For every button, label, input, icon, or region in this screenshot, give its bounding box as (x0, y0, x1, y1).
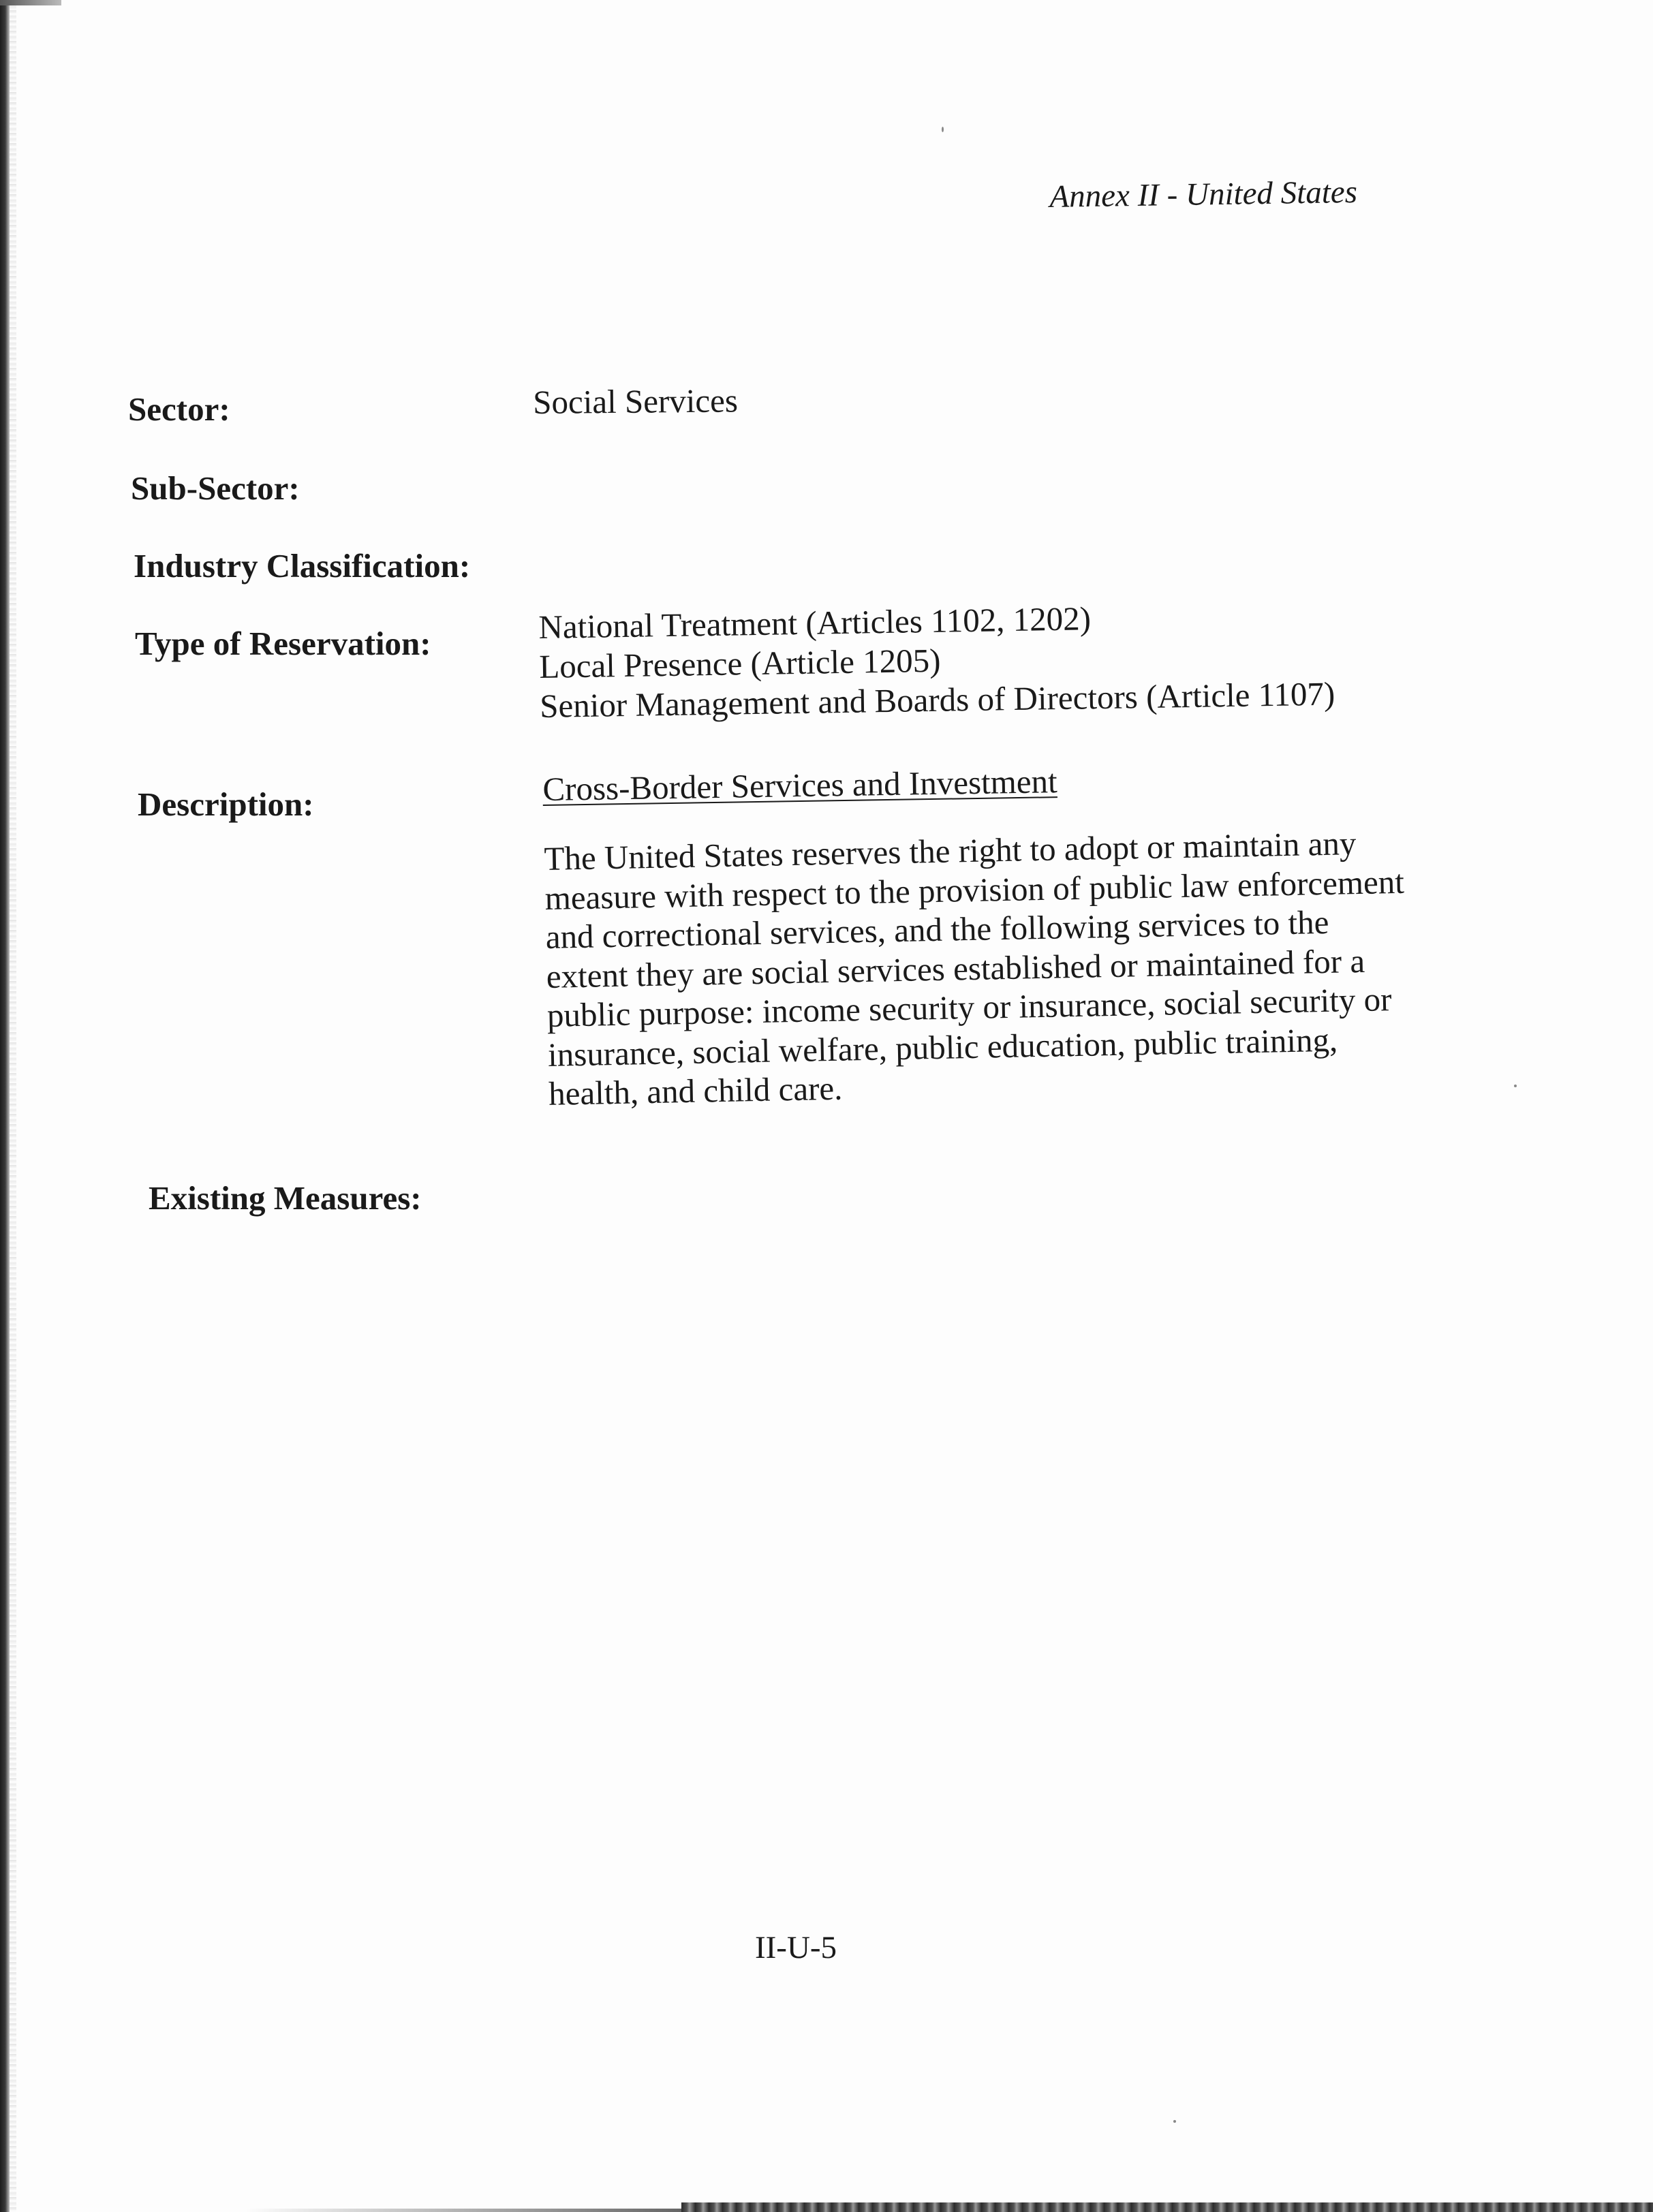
description-line: public purpose: income security or insurance, social security or (546, 980, 1392, 1034)
scan-speck (942, 127, 944, 132)
reservation-list (538, 595, 1335, 726)
description-line: health, and child care. (548, 1069, 843, 1112)
scan-edge-left-speckle (10, 0, 16, 2212)
description-line: The United States reserves the right to adopt or maintain any (544, 824, 1357, 877)
industry-classification-label: Industry Classification: (134, 547, 471, 585)
reservation-item: National Treatment (Articles 1102, 1202) (538, 599, 1092, 646)
description-heading: Cross-Border Services and Investment (542, 762, 1058, 808)
description-line: and correctional services, and the following services to the (545, 903, 1329, 956)
annex-header: Annex II - United States (1049, 174, 1358, 215)
reservation-item: Local Presence (Article 1205) (538, 641, 941, 685)
reservation-item: Senior Management and Boards of Directors (Article 1107) (539, 674, 1335, 725)
type-of-reservation-label: Type of Reservation: (135, 625, 431, 662)
sub-sector-label: Sub-Sector: (131, 469, 300, 507)
sector-label: Sector: (128, 390, 230, 428)
scan-speck (1173, 2120, 1176, 2123)
page-number: II-U-5 (755, 1930, 837, 1965)
scan-edge-top (0, 0, 61, 5)
scan-edge-bottom (681, 2202, 1653, 2212)
description-label: Description: (138, 785, 314, 823)
scan-speck (1514, 1085, 1517, 1087)
description-body (544, 822, 1462, 1113)
scan-edge-left (0, 0, 10, 2212)
description-line: insurance, social welfare, public education, public training, (547, 1021, 1338, 1074)
description-line: measure with respect to the provision of public law enforcement (544, 862, 1405, 917)
sector-value: Social Services (533, 381, 739, 421)
scan-edge-bottom-thin (245, 2209, 681, 2212)
description-line: extent they are social services established or maintained for a (546, 941, 1365, 995)
existing-measures-label: Existing Measures: (149, 1179, 422, 1217)
